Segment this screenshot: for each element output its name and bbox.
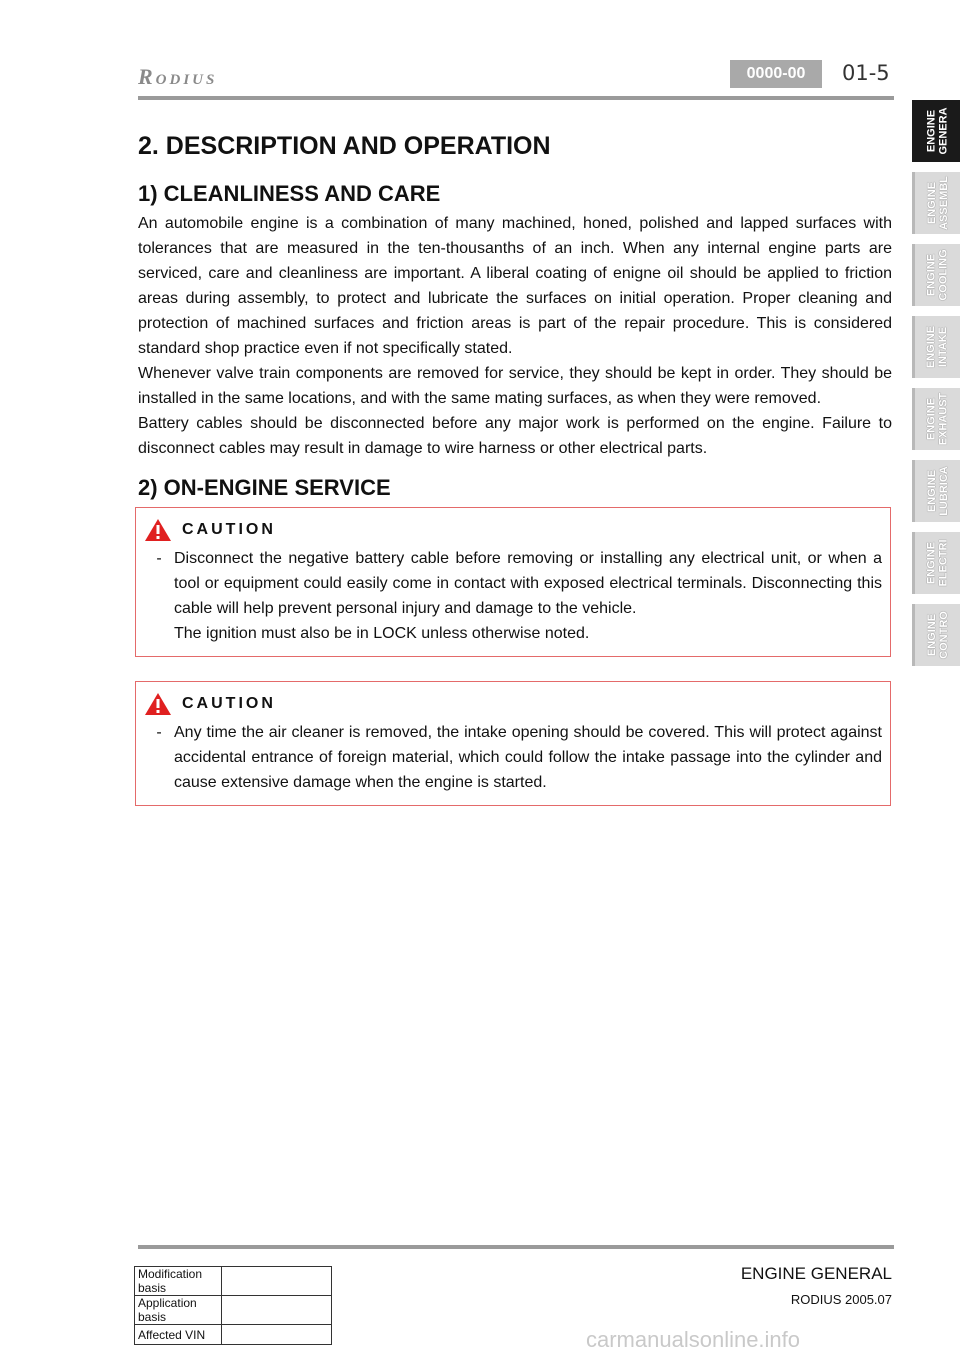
- table-cell-label: Affected VIN: [135, 1325, 222, 1345]
- side-tab-engine-assembly[interactable]: [912, 172, 960, 234]
- side-tab-label: ENGINE ELECTRI: [925, 539, 950, 587]
- side-tab-engine-general[interactable]: [912, 100, 960, 162]
- table-cell-value: [222, 1296, 332, 1325]
- caution-text: Any time the air cleaner is removed, the intake opening should be covered. This will protect against accidental entrance of foreign material, which could follow the intake passage into the cylinder and cause extensive damage when the engine is started.: [174, 724, 882, 791]
- side-tab-label: ENGINE INTAKE: [925, 325, 950, 369]
- side-tab-engine-lubrication[interactable]: [912, 460, 960, 522]
- page-number: 01-5: [842, 61, 890, 85]
- side-tab-label: ENGINE ASSEMBL: [925, 176, 950, 230]
- side-tab-engine-control[interactable]: [912, 604, 960, 666]
- header-divider: [138, 96, 894, 100]
- list-dash: -: [156, 550, 162, 567]
- warning-triangle-icon: [144, 518, 172, 542]
- list-dash: -: [156, 724, 162, 741]
- table-row: [135, 1267, 332, 1296]
- caution-title: CAUTION: [182, 695, 276, 712]
- table-row: [135, 1296, 332, 1325]
- footer-model-date: RODIUS 2005.07: [790, 1292, 892, 1307]
- body-paragraph: An automobile engine is a combination of many machined, honed, polished and lapped surfaces with tolerances that are measured in the ten-thousanths of an inch. When any internal engine parts are serviced, care and cleanliness are important. A liberal coating of enigne oil should be applied to friction areas during assembly, to protect and lubricate the surfaces on initial operation. Proper cleaning and protection of machined surfaces and friction areas is part of the repair procedure. This is considered standard shop practice even if not specifically stated.: [138, 215, 892, 357]
- modification-table: [134, 1266, 332, 1345]
- table-cell-label: Modification basis: [135, 1267, 222, 1296]
- side-tab-engine-electrical[interactable]: [912, 532, 960, 594]
- section-code-badge: 0000-00: [730, 60, 822, 88]
- caution-text: Disconnect the negative battery cable before removing or installing any electrical unit, or when a tool or equipment could easily come in contact with exposed electrical terminals. Disconnecting this cable will help prevent personal injury and damage to the vehicle.: [174, 550, 882, 617]
- body-paragraph: Whenever valve train components are removed for service, they should be kept in order. They should be installed in the same locations, and with the same mating surfaces, as when they were removed.: [138, 365, 892, 407]
- table-row: [135, 1325, 332, 1345]
- caution-item: [144, 720, 882, 795]
- caution-box: [135, 681, 891, 806]
- section-heading-on-engine-service: 2) ON-ENGINE SERVICE: [138, 475, 391, 500]
- section-heading-cleanliness: 1) CLEANLINESS AND CARE: [138, 181, 441, 206]
- side-tab-label: ENGINE LUBRICA: [925, 466, 950, 516]
- body-paragraph: Battery cables should be disconnected before any major work is performed on the engine. Failure to disconnect cables may result in damage to wire harness or other electrical parts.: [138, 415, 892, 457]
- caution-box: [135, 507, 891, 657]
- side-tab-engine-intake[interactable]: [912, 316, 960, 378]
- side-tab-engine-cooling[interactable]: [912, 244, 960, 306]
- rodius-logo: Rodius: [138, 64, 218, 89]
- caution-title: CAUTION: [182, 521, 276, 538]
- footer-section-title: ENGINE GENERAL: [740, 1264, 892, 1283]
- side-tab-engine-exhaust[interactable]: [912, 388, 960, 450]
- footer-divider: [138, 1245, 894, 1249]
- main-content: [138, 132, 892, 830]
- table-cell-label: Application basis: [135, 1296, 222, 1325]
- side-tab-label: ENGINE CONTRO: [925, 611, 950, 659]
- side-tab-label: ENGINE EXHAUST: [925, 392, 950, 446]
- table-cell-value: [222, 1325, 332, 1345]
- side-tab-label: ENGINE GENERA: [925, 107, 950, 155]
- side-tab-label: ENGINE COOLING: [925, 249, 950, 301]
- table-cell-value: [222, 1267, 332, 1296]
- page-title: 2. DESCRIPTION AND OPERATION: [138, 132, 551, 160]
- caution-extra-text: The ignition must also be in LOCK unless otherwise noted.: [174, 625, 590, 642]
- warning-triangle-icon: [144, 692, 172, 716]
- watermark: carmanualsonline.info: [586, 1327, 801, 1352]
- caution-item: [144, 546, 882, 646]
